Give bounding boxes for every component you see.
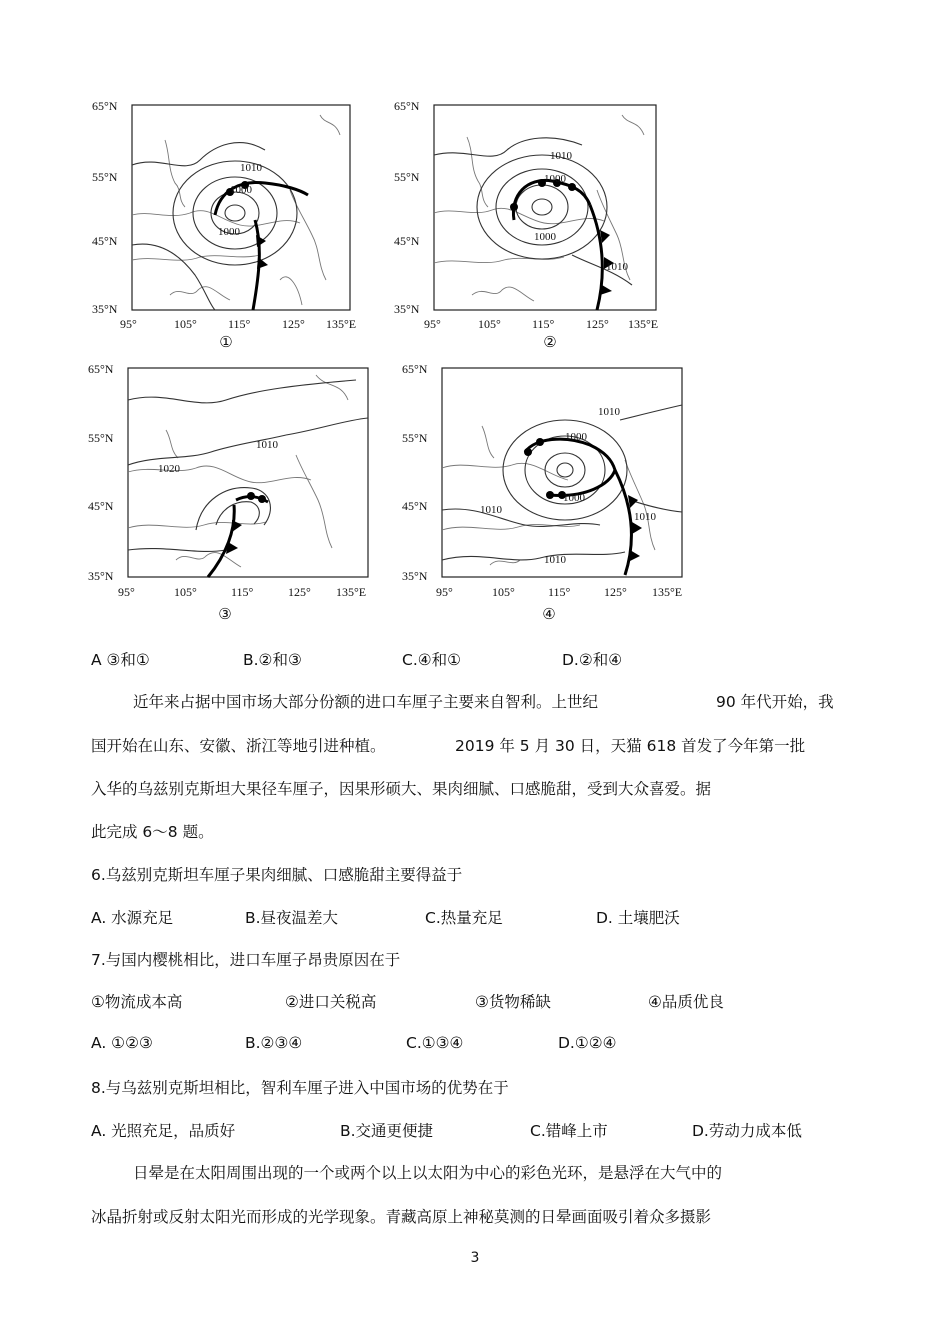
passage1-line3: 入华的乌兹别克斯坦大果径车厘子，因果形硕大、果肉细腻、口感脆甜，受到大众喜爱。据 [91, 780, 712, 798]
lon-label: 95° [436, 585, 453, 599]
isobar-label: 1000 [534, 231, 556, 243]
lon-label: 115° [532, 317, 555, 331]
passage2-line2: 冰晶折射或反射太阳光而形成的光学现象。青藏高原上神秘莫测的日晕画面吸引着众多摄影 [91, 1208, 712, 1226]
passage1-line2: 国开始在山东、安徽、浙江等地引进种植。 [91, 737, 386, 755]
lat-label: 35°N [394, 302, 420, 316]
lat-label: 55°N [88, 431, 114, 445]
lon-label: 125° [604, 585, 627, 599]
isobar-label: 1000 [563, 492, 585, 504]
q8-option-a: A. 光照充足，品质好 [91, 1122, 236, 1140]
isobar-label: 1010 [240, 162, 262, 174]
passage1-line1-tail: 90 年代开始，我 [716, 693, 834, 711]
q7-statement-4: ④品质优良 [648, 993, 724, 1011]
lat-label: 65°N [402, 362, 428, 376]
q7-option-c: C.①③④ [406, 1034, 464, 1052]
lat-label: 35°N [88, 569, 114, 583]
lat-label: 45°N [88, 499, 114, 513]
lon-label: 95° [120, 317, 137, 331]
lat-label: 35°N [402, 569, 428, 583]
q8-option-b: B.交通更便捷 [340, 1122, 434, 1140]
q7-statement-1: ①物流成本高 [91, 993, 183, 1011]
q8-option-c: C.错峰上市 [530, 1122, 608, 1140]
q7-stem: 7.与国内樱桃相比，进口车厘子昂贵原因在于 [91, 951, 401, 969]
lon-label: 105° [492, 585, 515, 599]
lon-label: 115° [231, 585, 254, 599]
weather-map-1 [90, 95, 360, 335]
isobar-label: 1000 [565, 431, 587, 443]
q6-option-c: C.热量充足 [425, 909, 503, 927]
isobar-label: 1000 [218, 226, 240, 238]
q5-option-b: B.②和③ [243, 651, 302, 669]
q5-option-c: C.④和① [402, 651, 462, 669]
passage1-line1: 近年来占据中国市场大部分份额的进口车厘子主要来自智利。上世纪 [133, 693, 599, 711]
passage1-line2-tail: 2019 年 5 月 30 日，天猫 618 首发了今年第一批 [455, 737, 806, 755]
q7-statement-2: ②进口关税高 [285, 993, 377, 1011]
map-caption: ③ [218, 605, 232, 623]
q7-option-a: A. ①②③ [91, 1034, 153, 1052]
lon-label: 115° [228, 317, 251, 331]
q7-option-b: B.②③④ [245, 1034, 303, 1052]
isobar-label: 1010 [544, 554, 566, 566]
lat-label: 55°N [92, 170, 118, 184]
passage2-line1: 日晕是在太阳周围出现的一个或两个以上以太阳为中心的彩色光环，是悬浮在大气中的 [133, 1164, 723, 1182]
q6-stem: 6.乌兹别克斯坦车厘子果肉细腻、口感脆甜主要得益于 [91, 866, 463, 884]
q6-option-b: B.昼夜温差大 [245, 909, 339, 927]
lon-label: 125° [288, 585, 311, 599]
lat-label: 45°N [92, 234, 118, 248]
lon-label: 135°E [652, 585, 683, 599]
lon-label: 105° [174, 585, 197, 599]
map-caption: ④ [542, 605, 556, 623]
lat-label: 65°N [92, 99, 118, 113]
weather-map-4 [400, 360, 700, 605]
lon-label: 105° [478, 317, 501, 331]
lon-label: 95° [118, 585, 135, 599]
isobar-label: 1000 [230, 184, 252, 196]
map-frame [132, 105, 350, 310]
map-frame [442, 368, 682, 577]
weather-map-2 [392, 95, 672, 335]
page-number: 3 [470, 1250, 480, 1266]
q5-option-d: D.②和④ [562, 651, 623, 669]
q8-stem: 8.与乌兹别克斯坦相比，智利车厘子进入中国市场的优势在于 [91, 1079, 509, 1097]
q8-option-d: D.劳动力成本低 [692, 1122, 802, 1140]
lon-label: 125° [586, 317, 609, 331]
q5-option-a: A ③和① [91, 651, 150, 669]
isobar-label: 1000 [544, 173, 566, 185]
lat-label: 55°N [402, 431, 428, 445]
q7-statement-3: ③货物稀缺 [475, 993, 551, 1011]
map-caption: ② [543, 333, 557, 351]
isobar-label: 1010 [480, 504, 502, 516]
isobar-label: 1010 [634, 511, 656, 523]
lat-label: 65°N [88, 362, 114, 376]
lon-label: 135°E [326, 317, 357, 331]
isobar-label: 1010 [550, 150, 572, 162]
lat-label: 35°N [92, 302, 118, 316]
lon-label: 105° [174, 317, 197, 331]
lon-label: 125° [282, 317, 305, 331]
lat-label: 45°N [394, 234, 420, 248]
weather-map-3 [86, 360, 386, 605]
lon-label: 95° [424, 317, 441, 331]
isobar-label: 1020 [158, 463, 180, 475]
lon-label: 135°E [336, 585, 367, 599]
q6-option-a: A. 水源充足 [91, 909, 174, 927]
lat-label: 45°N [402, 499, 428, 513]
lat-label: 55°N [394, 170, 420, 184]
lat-label: 65°N [394, 99, 420, 113]
isobar-label: 1010 [598, 406, 620, 418]
lon-label: 115° [548, 585, 571, 599]
isobar-label: 1010 [606, 261, 628, 273]
lon-label: 135°E [628, 317, 659, 331]
passage1-line4: 此完成 6～8 题。 [91, 823, 214, 841]
q7-option-d: D.①②④ [558, 1034, 617, 1052]
map-caption: ① [219, 333, 233, 351]
q6-option-d: D. 土壤肥沃 [596, 909, 680, 927]
isobar-label: 1010 [256, 439, 278, 451]
